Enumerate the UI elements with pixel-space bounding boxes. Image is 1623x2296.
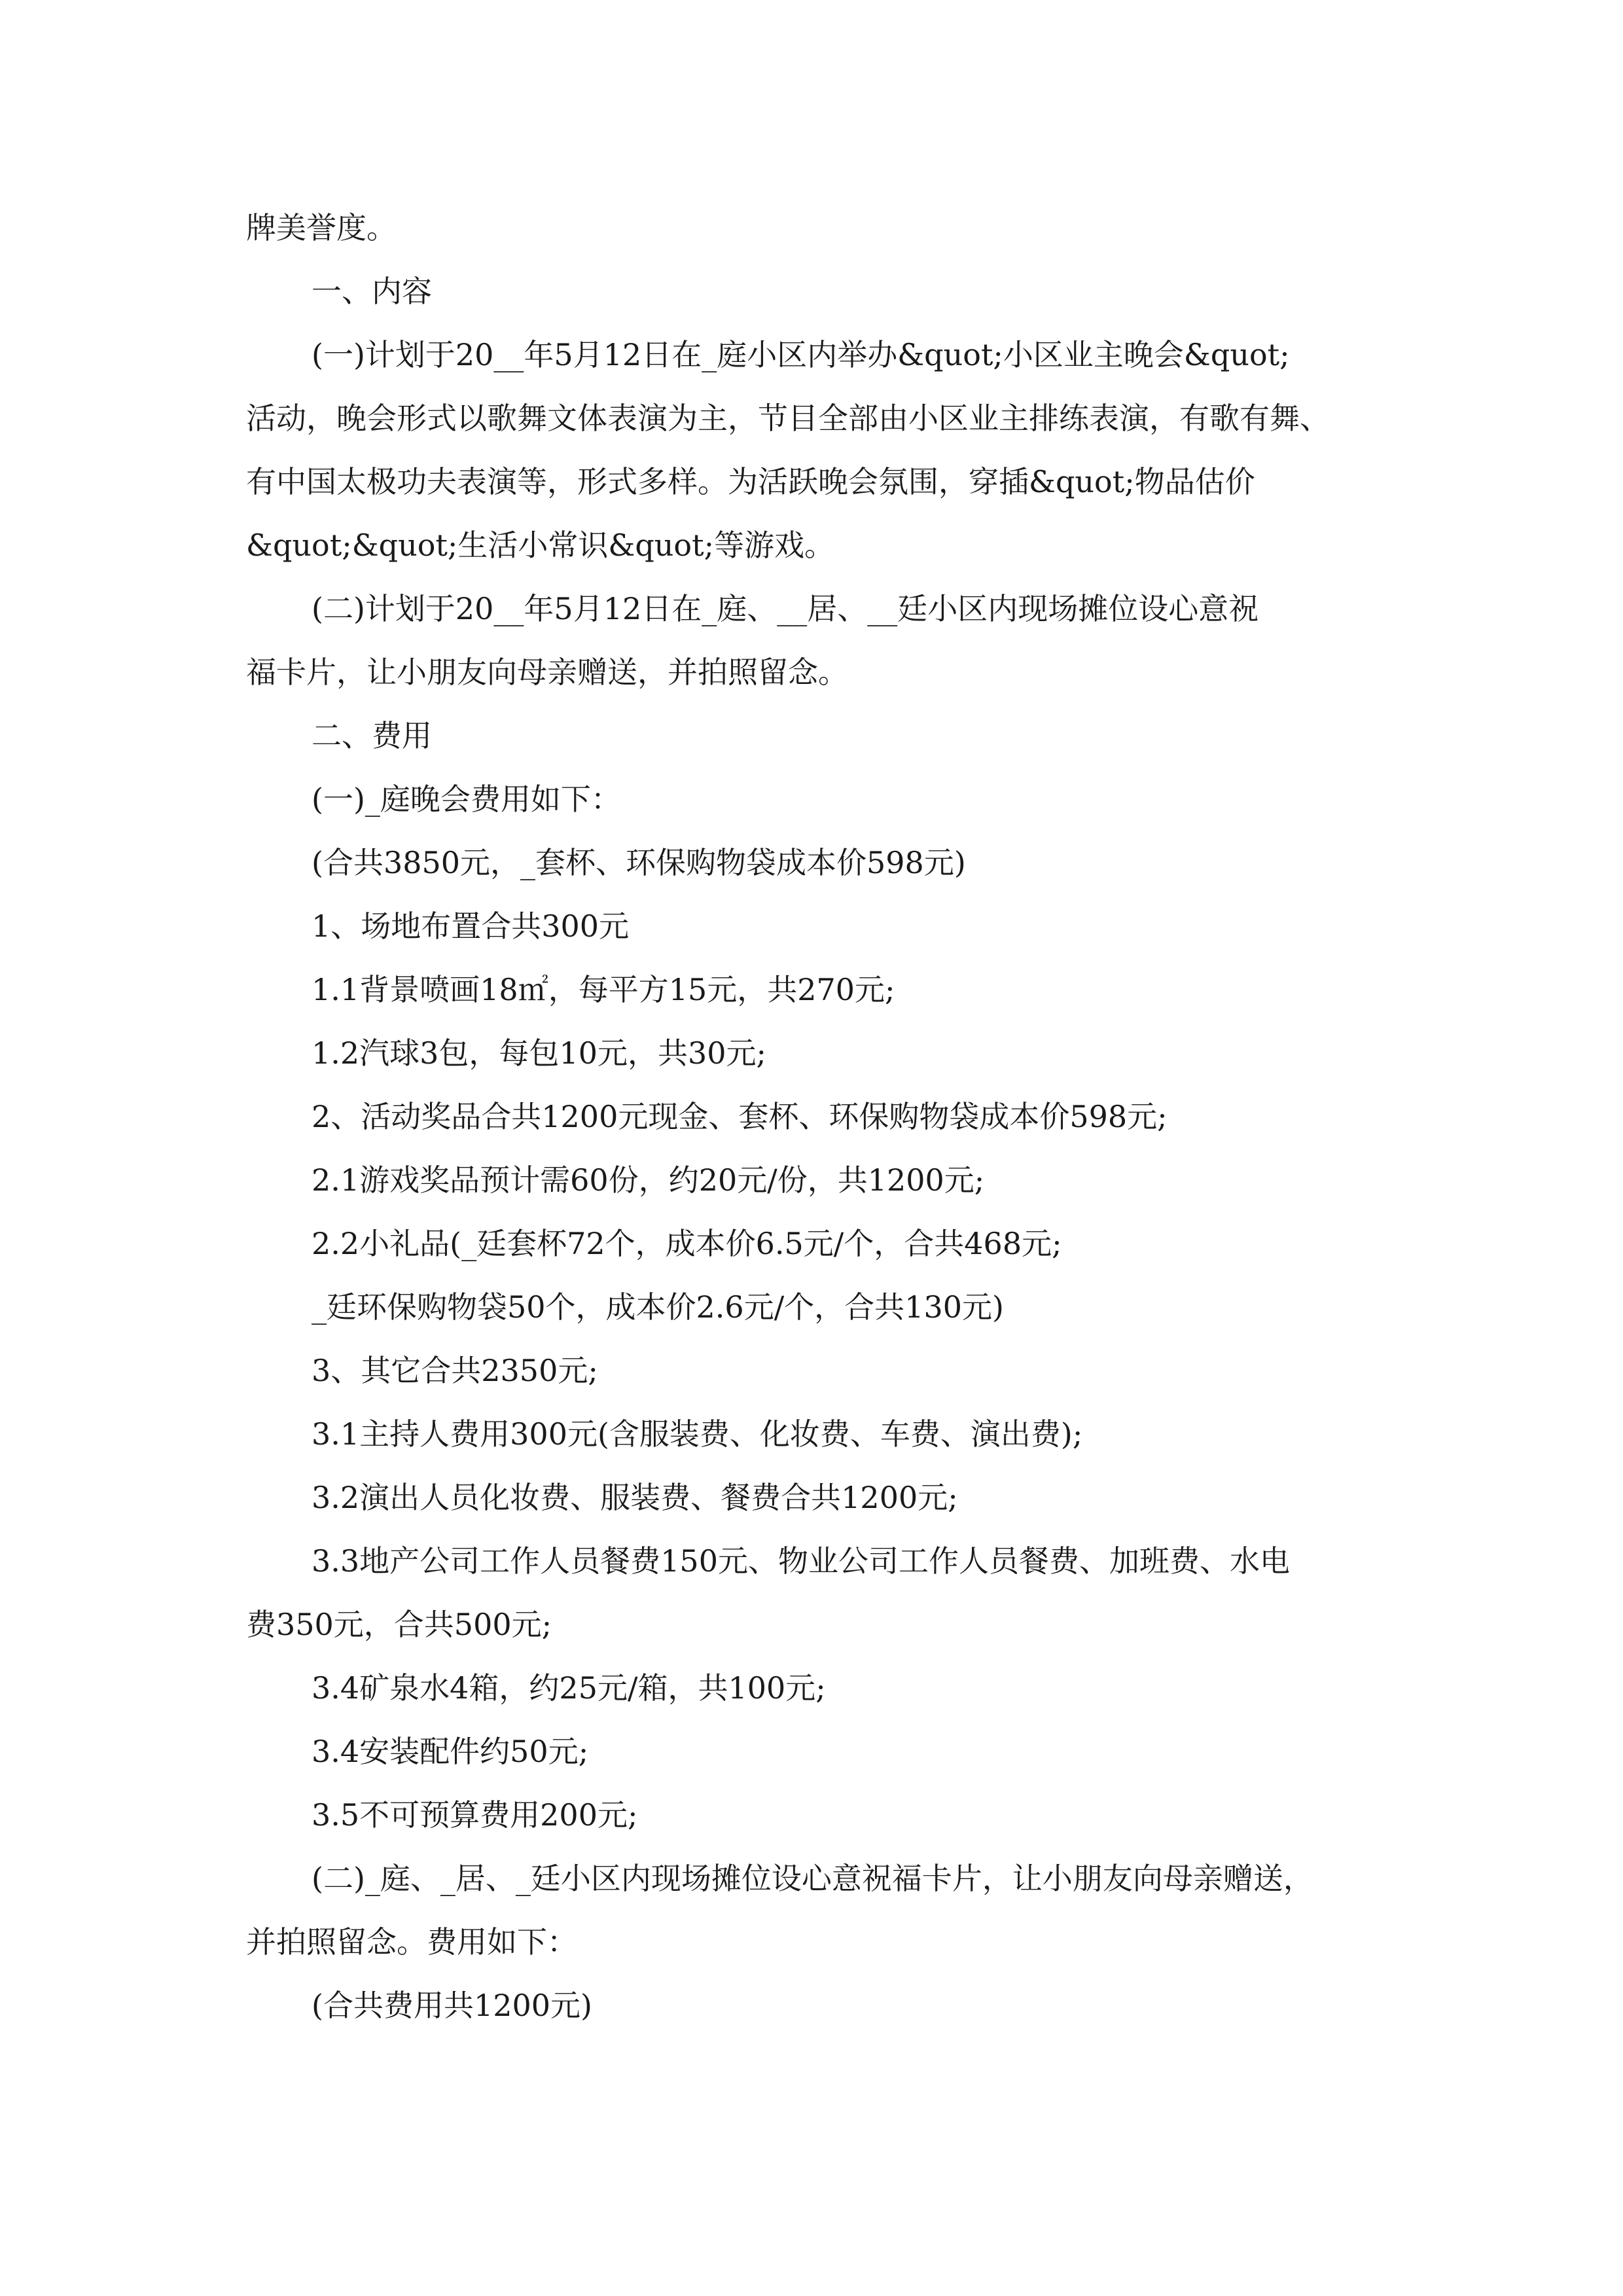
text-line: 1、场地布置合共300元: [312, 908, 630, 944]
text-line: (一)_庭晚会费用如下：: [312, 781, 621, 817]
text-line: 1.2汽球3包，每包10元，共30元;: [312, 1035, 766, 1071]
text-line: 牌美誉度。: [246, 210, 397, 245]
text-line: 2、活动奖品合共1200元现金、套杯、环保购物袋成本价598元;: [312, 1099, 1168, 1134]
text-line: 3、其它合共2350元;: [312, 1353, 598, 1388]
section-heading-content: 一、内容: [312, 274, 432, 309]
text-line: _廷环保购物袋50个，成本价2.6元/个，合共130元): [312, 1289, 1004, 1325]
section-heading-costs: 二、费用: [312, 718, 432, 753]
text-line: 3.5不可预算费用200元;: [312, 1797, 638, 1833]
text-line: 有中国太极功夫表演等，形式多样。为活跃晚会氛围，穿插&quot;物品估价: [246, 464, 1255, 499]
text-line: 3.2演出人员化妆费、服装费、餐费合共1200元;: [312, 1480, 958, 1515]
text-line: 活动，晚会形式以歌舞文体表演为主，节目全部由小区业主排练表演，有歌有舞、: [246, 401, 1330, 436]
text-line: &quot;&quot;生活小常识&quot;等游戏。: [246, 528, 835, 563]
text-line: 3.4安装配件约50元;: [312, 1734, 589, 1769]
text-line: 费350元，合共500元;: [246, 1607, 552, 1642]
text-line: 3.3地产公司工作人员餐费150元、物业公司工作人员餐费、加班费、水电: [312, 1543, 1290, 1579]
text-line: 2.1游戏奖品预计需60份，约20元/份，共1200元;: [312, 1162, 985, 1198]
text-line: 2.2小礼品(_廷套杯72个，成本价6.5元/个，合共468元;: [312, 1226, 1062, 1261]
text-line: (合共3850元，_套杯、环保购物袋成本价598元): [312, 845, 966, 880]
text-line: (二)_庭、_居、_廷小区内现场摊位设心意祝福卡片，让小朋友向母亲赠送，: [312, 1861, 1313, 1896]
text-line: (二)计划于20__年5月12日在_庭、__居、__廷小区内现场摊位设心意祝: [312, 591, 1259, 626]
text-line: (一)计划于20__年5月12日在_庭小区内举办&quot;小区业主晚会&quot;: [312, 337, 1290, 372]
document-body: [246, 196, 1385, 2037]
text-line: (合共费用共1200元): [312, 1988, 592, 2023]
text-line: 福卡片，让小朋友向母亲赠送，并拍照留念。: [246, 655, 848, 690]
text-line: 1.1背景喷画18㎡，每平方15元，共270元;: [312, 972, 895, 1007]
text-line: 并拍照留念。费用如下：: [246, 1924, 577, 1960]
text-line: 3.4矿泉水4箱，约25元/箱，共100元;: [312, 1670, 826, 1706]
text-line: 3.1主持人费用300元(含服装费、化妆费、车费、演出费);: [312, 1416, 1083, 1452]
